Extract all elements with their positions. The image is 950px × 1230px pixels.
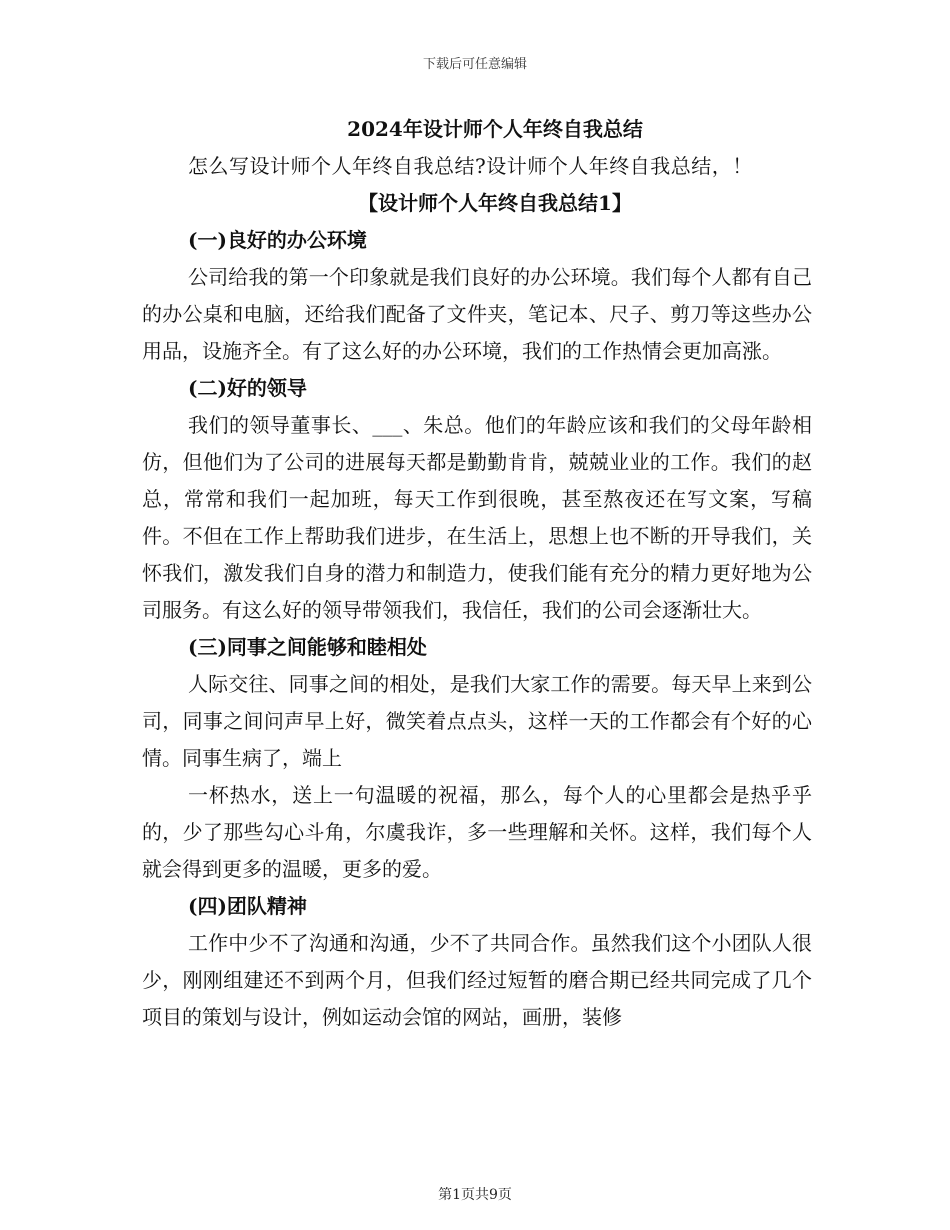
document-title: 2024年设计师个人年终自我总结	[347, 117, 643, 141]
section-heading: (三)同事之间能够和睦相处	[188, 635, 427, 659]
document-body	[142, 222, 812, 1036]
paragraph: 人际交往、同事之间的相处，是我们大家工作的需要。每天早上来到公司，同事之间问声早上好，微笑着点点头，这样一天的工作都会有个好的心情。同事生病了，端上	[142, 672, 812, 770]
section-heading: (一)良好的办公环境	[188, 228, 367, 252]
paragraph: 公司给我的第一个印象就是我们良好的办公环境。我们每个人都有自己的办公桌和电脑，还给我们配备了文件夹，笔记本、尺子、剪刀等这些办公用品，设施齐全。有了这么好的办公环境，我们的工作热情会更加高涨。	[142, 265, 812, 363]
paragraph: 我们的领导董事长、___、朱总。他们的年龄应该和我们的父母年龄相仿，但他们为了公司的进展每天都是勤勤肯肯，兢兢业业的工作。我们的赵总，常常和我们一起加班，每天工作到很晚，甚至熬夜还在写文案，写稿件。不但在工作上帮助我们进步，在生活上，思想上也不断的开导我们，关怀我们，激发我们自身的潜力和制造力，使我们能有充分的精力更好地为公司服务。有这么好的领导带领我们，我信任，我们的公司会逐渐壮大。	[142, 413, 812, 622]
page-footer: 第1页共9页	[438, 1187, 512, 1203]
document-subtitle: 怎么写设计师个人年终自我总结?设计师个人年终自我总结，！	[188, 154, 753, 178]
paragraph: 一杯热水，送上一句温暖的祝福，那么，每个人的心里都会是热乎乎的，少了那些勾心斗角，尔虞我诈，多一些理解和关怀。这样，我们每个人就会得到更多的温暖，更多的爱。	[142, 783, 812, 881]
section-heading: (二)好的领导	[188, 376, 307, 400]
header-note: 下载后可任意编辑	[422, 57, 527, 72]
section-heading: (四)团队精神	[188, 894, 307, 918]
part-heading: 【设计师个人年终自我总结1】	[358, 191, 632, 215]
paragraph: 工作中少不了沟通和沟通，少不了共同合作。虽然我们这个小团队人很少，刚刚组建还不到两个月，但我们经过短暂的磨合期已经共同完成了几个项目的策划与设计，例如运动会馆的网站，画册，装修	[142, 931, 812, 1029]
